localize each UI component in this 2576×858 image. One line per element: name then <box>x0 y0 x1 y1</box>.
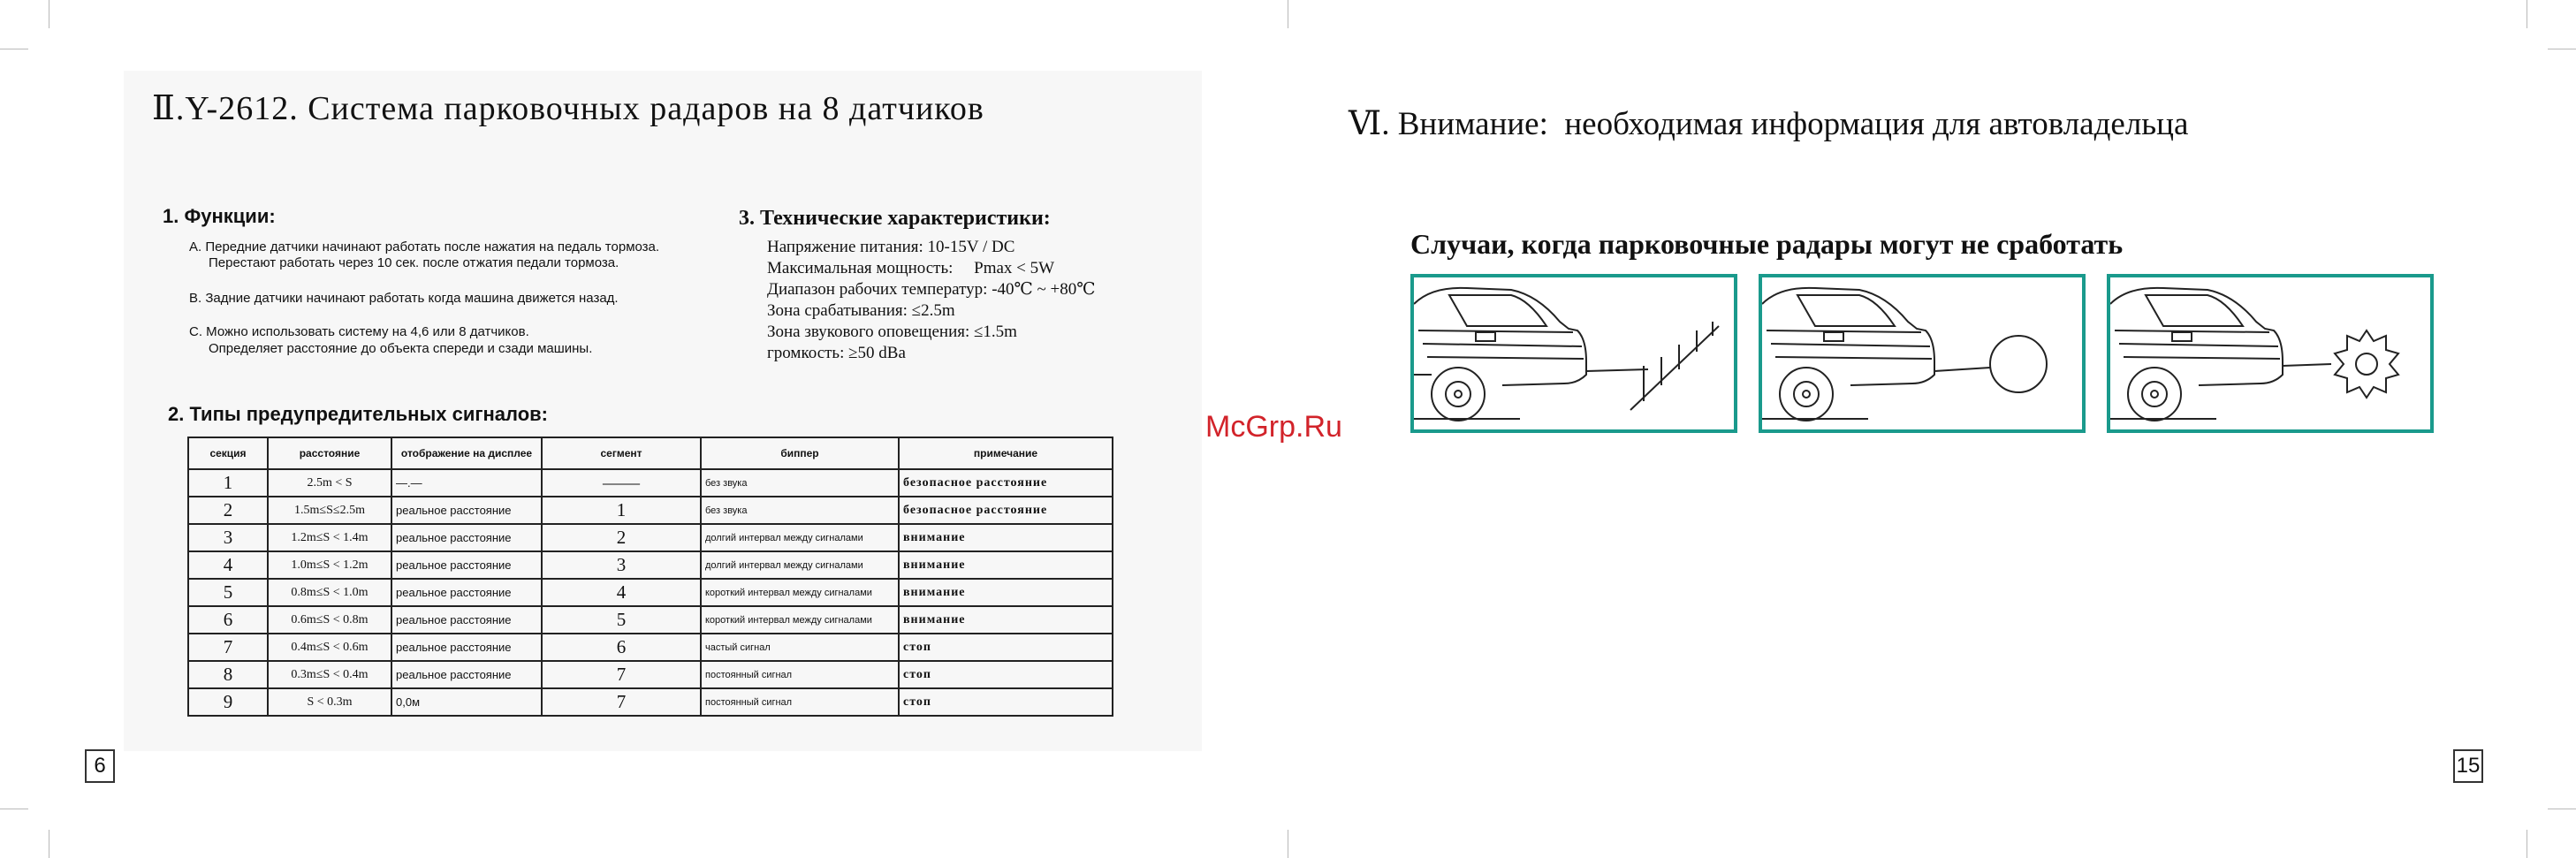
table-row <box>188 497 1113 524</box>
table-cell: короткий интервал между сигналами <box>701 606 899 634</box>
table-cell: 8 <box>188 661 268 688</box>
function-item: Перестают работать через 10 сек. после отжатия педали тормоза. <box>209 255 619 270</box>
table-cell: реальное расстояние <box>391 661 542 688</box>
right-page-subheading: Случаи, когда парковочные радары могут не сработать <box>1410 228 2124 260</box>
table-cell: реальное расстояние <box>391 634 542 661</box>
table-cell: внимание <box>899 606 1113 634</box>
signals-heading: 2. Типы предупредительных сигналов: <box>168 403 549 425</box>
page-number-left: 6 <box>85 749 115 783</box>
function-item: Определяет расстояние до объекта спереди и сзади машины. <box>209 341 593 356</box>
function-item: C. Можно использовать систему на 4,6 или 8 датчиков. <box>189 324 529 339</box>
table-cell: 2 <box>542 524 701 551</box>
table-row <box>188 551 1113 579</box>
table-cell: реальное расстояние <box>391 497 542 524</box>
table-cell: 1 <box>188 469 268 497</box>
table-cell: без звука <box>701 497 899 524</box>
column-header: секция <box>188 437 268 469</box>
table-cell: 7 <box>542 661 701 688</box>
table-cell: без звука <box>701 469 899 497</box>
table-cell: короткий интервал между сигналами <box>701 579 899 606</box>
table-cell: 3 <box>542 551 701 579</box>
table-cell: 0.3m≤S < 0.4m <box>268 661 391 688</box>
table-cell: S < 0.3m <box>268 688 391 716</box>
column-header: отображение на дисплее <box>391 437 542 469</box>
left-page-title: Ⅱ.Y-2612. Система парковочных радаров на 8 датчиков <box>152 90 984 127</box>
table-row <box>188 579 1113 606</box>
table-cell: 0.4m≤S < 0.6m <box>268 634 391 661</box>
table-row <box>188 606 1113 634</box>
illustration-car-fence <box>1410 274 1737 433</box>
function-item: B. Задние датчики начинают работать когда машина движется назад. <box>189 291 619 306</box>
table-cell: —— <box>542 469 701 497</box>
illustration-car-ball <box>1759 274 2086 433</box>
table-row <box>188 634 1113 661</box>
table-cell: 7 <box>542 688 701 716</box>
column-header: сегмент <box>542 437 701 469</box>
signals-table <box>187 437 1113 717</box>
column-header: биппер <box>701 437 899 469</box>
table-cell: стоп <box>899 688 1113 716</box>
function-item: A. Передние датчики начинают работать после нажатия на педаль тормоза. <box>189 239 660 254</box>
table-cell: долгий интервал между сигналами <box>701 551 899 579</box>
table-cell: постоянный сигнал <box>701 688 899 716</box>
table-cell: 1.0m≤S < 1.2m <box>268 551 391 579</box>
table-cell: 1.2m≤S < 1.4m <box>268 524 391 551</box>
spec-item: Напряжение питания: 10-15V / DC <box>767 238 1015 256</box>
table-cell: реальное расстояние <box>391 606 542 634</box>
table-cell: 2.5m < S <box>268 469 391 497</box>
table-row <box>188 688 1113 716</box>
table-row <box>188 469 1113 497</box>
table-cell: 4 <box>542 579 701 606</box>
table-cell: безопасное расстояние <box>899 469 1113 497</box>
table-cell: 3 <box>188 524 268 551</box>
column-header: расстояние <box>268 437 391 469</box>
table-cell: 1 <box>542 497 701 524</box>
column-header: примечание <box>899 437 1113 469</box>
table-cell: 1.5m≤S≤2.5m <box>268 497 391 524</box>
table-cell: долгий интервал между сигналами <box>701 524 899 551</box>
table-row <box>188 524 1113 551</box>
specs-heading: 3. Технические характеристики: <box>739 207 1051 230</box>
table-cell: постоянный сигнал <box>701 661 899 688</box>
table-cell: стоп <box>899 661 1113 688</box>
spec-item: Зона звукового оповещения: ≤1.5m <box>767 323 1017 341</box>
functions-heading: 1. Функции: <box>163 205 276 227</box>
table-header-row <box>188 437 1113 469</box>
table-row <box>188 661 1113 688</box>
table-cell: внимание <box>899 579 1113 606</box>
page-number-right: 15 <box>2453 749 2483 783</box>
right-page-title: Ⅵ. Внимание: необходимая информация для автовладельца <box>1349 106 2189 142</box>
table-cell: 6 <box>542 634 701 661</box>
table-cell: реальное расстояние <box>391 551 542 579</box>
table-cell: —.— <box>391 469 542 497</box>
spec-item: Диапазон рабочих температур: -40℃ ~ +80℃ <box>767 280 1096 299</box>
table-cell: стоп <box>899 634 1113 661</box>
spec-item: громкость: ≥50 dBa <box>767 344 906 362</box>
table-cell: 4 <box>188 551 268 579</box>
table-cell: 5 <box>542 606 701 634</box>
table-cell: 6 <box>188 606 268 634</box>
table-cell: частый сигнал <box>701 634 899 661</box>
table-cell: 0.6m≤S < 0.8m <box>268 606 391 634</box>
table-cell: 5 <box>188 579 268 606</box>
table-cell: внимание <box>899 524 1113 551</box>
table-cell: 0,0м <box>391 688 542 716</box>
spec-item: Максимальная мощность: Pmax < 5W <box>767 259 1055 277</box>
table-cell: 9 <box>188 688 268 716</box>
table-cell: реальное расстояние <box>391 524 542 551</box>
table-cell: 0.8m≤S < 1.0m <box>268 579 391 606</box>
table-cell: 7 <box>188 634 268 661</box>
table-cell: внимание <box>899 551 1113 579</box>
spec-item: Зона срабатывания: ≤2.5m <box>767 301 955 320</box>
table-cell: 2 <box>188 497 268 524</box>
table-cell: безопасное расстояние <box>899 497 1113 524</box>
illustration-car-irregular-object <box>2107 274 2434 433</box>
watermark: McGrp.Ru <box>1205 410 1342 444</box>
table-cell: реальное расстояние <box>391 579 542 606</box>
